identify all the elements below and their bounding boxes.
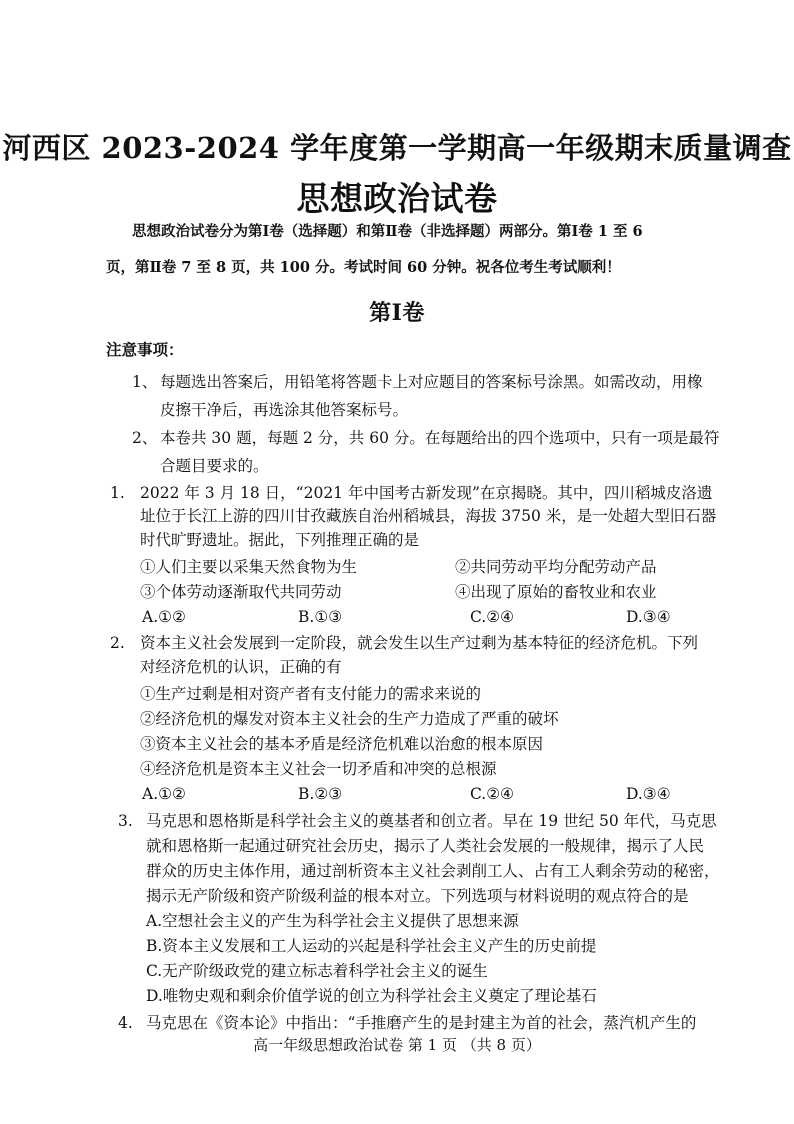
statement: ①生产过剩是相对资产者有支付能力的需求来说的 [140,685,482,703]
question-stem: 马克思和恩格斯是科学社会主义的奠基者和创立者。早在 19 世纪 50 年代，马克思 [146,812,717,830]
question-stem: 对经济危机的认识，正确的有 [140,658,342,676]
note-number: 2、 [132,429,158,447]
question-stem: 群众的历史主体作用，通过剖析资本主义社会剥削工人、占有工人剩余劳动的秘密， [146,862,720,880]
question-number: 1. [110,484,125,502]
choice-b: B.资本主义发展和工人运动的兴起是科学社会主义产生的历史前提 [146,937,597,955]
question-number: 2. [110,634,125,652]
question-stem: 时代旷野遗址。据此，下列推理正确的是 [140,531,420,549]
choice-a: A.①② [142,608,186,626]
choice-d: D.唯物史观和剩余价值学说的创立为科学社会主义奠定了理论基石 [146,987,597,1005]
choice-a: A.①② [142,785,186,803]
choice-b: B.①③ [298,608,343,626]
choice-d: D.③④ [626,608,671,626]
question-number: 4. [118,1014,133,1032]
section-title: 第Ⅰ卷 [369,300,425,326]
choice-a: A.空想社会主义的产生为科学社会主义提供了思想来源 [146,912,519,930]
question-stem: 资本主义社会发展到一定阶段，就会发生以生产过剩为基本特征的经济危机。下列 [140,634,699,652]
question-stem: 2022 年 3 月 18 日，“2021 年中国考古新发现”在京揭晓。其中，四川稻城皮洛遗 [140,484,713,502]
intro-line: 思想政治试卷分为第Ⅰ卷（选择题）和第Ⅱ卷（非选择题）两部分。第Ⅰ卷 1 至 6 [132,223,643,240]
note-line: 皮擦干净后，再选涂其他答案标号。 [160,401,409,419]
question-stem: 马克思在《资本论》中指出：“手推磨产生的是封建主为首的社会，蒸汽机产生的 [146,1014,697,1032]
question-stem: 就和恩格斯一起通过研究社会历史，揭示了人类社会发展的一般规律，揭示了人民 [146,837,705,855]
choice-c: C.②④ [470,785,515,803]
page-footer: 高一年级思想政治试卷 第 1 页 （共 8 页） [253,1036,541,1054]
statement: ③个体劳动逐渐取代共同劳动 [140,583,342,601]
statement: ②共同劳动平均分配劳动产品 [455,558,657,576]
choice-c: C.无产阶级政党的建立标志着科学社会主义的诞生 [146,962,488,980]
statement: ④经济危机是资本主义社会一切矛盾和冲突的总根源 [140,760,497,778]
statement: ②经济危机的爆发对资本主义社会的生产力造成了严重的破坏 [140,710,559,728]
note-line: 每题选出答案后，用铅笔将答题卡上对应题目的答案标号涂黑。如需改动，用橡 [160,373,703,391]
question-number: 3. [118,812,133,830]
statement: ①人们主要以采集天然食物为生 [140,558,358,576]
note-number: 1、 [132,373,158,391]
page-title: 河西区 2023-2024 学年度第一学期高一年级期末质量调查 [2,131,792,165]
page-subtitle: 思想政治试卷 [296,179,498,218]
statement: ④出现了原始的畜牧业和农业 [455,583,657,601]
choice-c: C.②④ [470,608,515,626]
notes-heading: 注意事项： [106,340,184,359]
choice-d: D.③④ [626,785,671,803]
intro-line: 页，第Ⅱ卷 7 至 8 页，共 100 分。考试时间 60 分钟。祝各位考生考试顺利！ [106,259,621,276]
note-line: 本卷共 30 题，每题 2 分，共 60 分。在每题给出的四个选项中，只有一项是最符 [160,429,720,447]
note-line: 合题目要求的。 [160,457,269,475]
question-stem: 址位于长江上游的四川甘孜藏族自治州稻城县，海拔 3750 米，是一处超大型旧石器 [140,507,717,525]
statement: ③资本主义社会的基本矛盾是经济危机难以治愈的根本原因 [140,735,544,753]
choice-b: B.②③ [298,785,343,803]
question-stem: 揭示无产阶级和资产阶级利益的根本对立。下列选项与材料说明的观点符合的是 [146,887,689,905]
